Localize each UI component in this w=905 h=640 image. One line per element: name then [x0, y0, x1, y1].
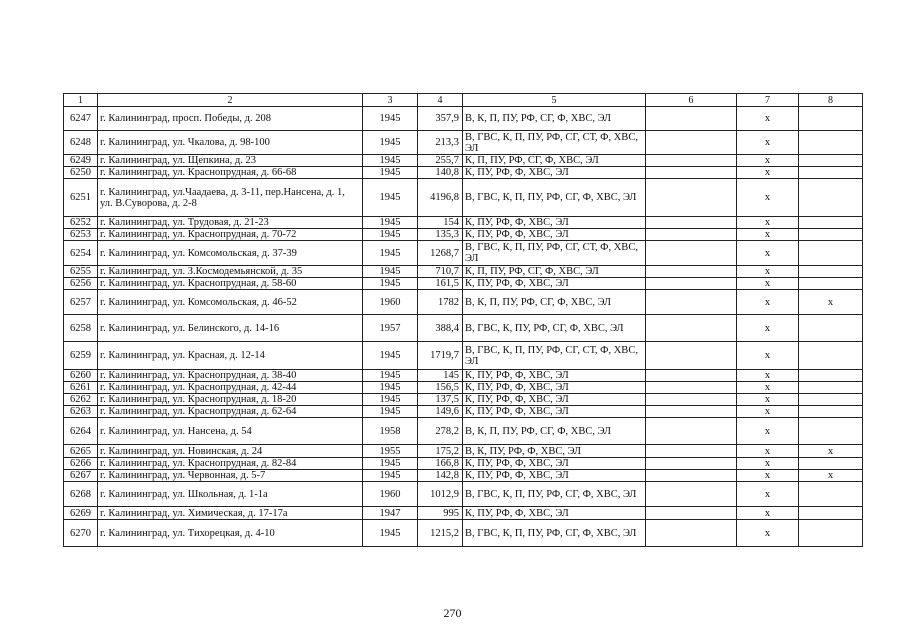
address: г. Калининград, ул. Краснопрудная, д. 70-72: [98, 229, 363, 241]
table-row: [64, 229, 863, 241]
area: 156,5: [418, 382, 463, 394]
table-row: [64, 406, 863, 418]
work-types: К, ПУ, РФ, Ф, ХВС, ЭЛ: [463, 458, 646, 470]
work-types: В, ГВС, К, П, ПУ, РФ, СГ, Ф, ХВС, ЭЛ: [463, 482, 646, 507]
work-types: К, ПУ, РФ, Ф, ХВС, ЭЛ: [463, 229, 646, 241]
col6-value: [646, 229, 737, 241]
col8-mark: [799, 217, 863, 229]
address: г. Калининград, ул. Краснопрудная, д. 82-84: [98, 458, 363, 470]
col7-mark: х: [737, 290, 799, 315]
col7-mark: х: [737, 155, 799, 167]
col6-value: [646, 482, 737, 507]
col6-value: [646, 470, 737, 482]
address: г. Калининград, ул. Краснопрудная, д. 58-60: [98, 278, 363, 290]
col7-mark: х: [737, 107, 799, 131]
year-built: 1960: [363, 482, 418, 507]
table-row: [64, 278, 863, 290]
record-number: 6263: [64, 406, 98, 418]
address: г. Калининград, ул. З.Космодемьянской, д. 35: [98, 266, 363, 278]
housing-register-table: [63, 93, 863, 547]
year-built: 1945: [363, 217, 418, 229]
col6-value: [646, 458, 737, 470]
col7-mark: х: [737, 370, 799, 382]
col8-mark: [799, 241, 863, 266]
work-types: К, П, ПУ, РФ, СГ, Ф, ХВС, ЭЛ: [463, 266, 646, 278]
year-built: 1945: [363, 520, 418, 547]
table-row: [64, 458, 863, 470]
area: 255,7: [418, 155, 463, 167]
record-number: 6251: [64, 179, 98, 217]
col6-value: [646, 167, 737, 179]
col7-mark: х: [737, 470, 799, 482]
col7-mark: х: [737, 382, 799, 394]
area: 213,3: [418, 131, 463, 155]
year-built: 1945: [363, 394, 418, 406]
header-col-8: 8: [799, 94, 863, 107]
col8-mark: [799, 406, 863, 418]
record-number: 6270: [64, 520, 98, 547]
col6-value: [646, 342, 737, 370]
table-row: [64, 107, 863, 131]
record-number: 6248: [64, 131, 98, 155]
col6-value: [646, 131, 737, 155]
year-built: 1945: [363, 406, 418, 418]
table-row: [64, 418, 863, 445]
col6-value: [646, 418, 737, 445]
table-row: [64, 315, 863, 342]
work-types: В, ГВС, К, ПУ, РФ, СГ, Ф, ХВС, ЭЛ: [463, 315, 646, 342]
year-built: 1958: [363, 418, 418, 445]
col7-mark: х: [737, 315, 799, 342]
col6-value: [646, 290, 737, 315]
work-types: К, ПУ, РФ, Ф, ХВС, ЭЛ: [463, 406, 646, 418]
col8-mark: [799, 229, 863, 241]
col6-value: [646, 370, 737, 382]
col8-mark: [799, 520, 863, 547]
address: г. Калининград, ул. Новинская, д. 24: [98, 445, 363, 458]
address: г. Калининград, ул. Тихорецкая, д. 4-10: [98, 520, 363, 547]
year-built: 1955: [363, 445, 418, 458]
table-row: [64, 179, 863, 217]
table-row: [64, 520, 863, 547]
col6-value: [646, 382, 737, 394]
area: 4196,8: [418, 179, 463, 217]
address: г. Калининград, ул. Трудовая, д. 21-23: [98, 217, 363, 229]
column-number-header-row: [64, 94, 863, 107]
col6-value: [646, 394, 737, 406]
col6-value: [646, 445, 737, 458]
header-col-5: 5: [463, 94, 646, 107]
col7-mark: х: [737, 520, 799, 547]
col7-mark: х: [737, 278, 799, 290]
work-types: В, К, П, ПУ, РФ, СГ, Ф, ХВС, ЭЛ: [463, 290, 646, 315]
col8-mark: [799, 179, 863, 217]
work-types: К, ПУ, РФ, Ф, ХВС, ЭЛ: [463, 167, 646, 179]
work-types: В, К, П, ПУ, РФ, СГ, Ф, ХВС, ЭЛ: [463, 107, 646, 131]
table-row: [64, 482, 863, 507]
year-built: 1945: [363, 342, 418, 370]
col7-mark: х: [737, 394, 799, 406]
address: г. Калининград, ул. Краснопрудная, д. 66-68: [98, 167, 363, 179]
col7-mark: х: [737, 445, 799, 458]
year-built: 1945: [363, 179, 418, 217]
address: г. Калининград, ул. Химическая, д. 17-17а: [98, 507, 363, 520]
area: 140,8: [418, 167, 463, 179]
address: г. Калининград, ул. Комсомольская, д. 46-52: [98, 290, 363, 315]
col7-mark: х: [737, 167, 799, 179]
header-col-4: 4: [418, 94, 463, 107]
col8-mark: [799, 131, 863, 155]
record-number: 6253: [64, 229, 98, 241]
work-types: В, К, П, ПУ, РФ, СГ, Ф, ХВС, ЭЛ: [463, 418, 646, 445]
col6-value: [646, 217, 737, 229]
area: 142,8: [418, 470, 463, 482]
table-row: [64, 394, 863, 406]
work-types: В, ГВС, К, П, ПУ, РФ, СГ, СТ, Ф, ХВС, ЭЛ: [463, 342, 646, 370]
address: г. Калининград, ул.Чаадаева, д. 3-11, пер.Нансена, д. 1, ул. В.Суворова, д. 2-8: [98, 179, 363, 217]
work-types: В, ГВС, К, П, ПУ, РФ, СГ, Ф, ХВС, ЭЛ: [463, 179, 646, 217]
col6-value: [646, 520, 737, 547]
area: 710,7: [418, 266, 463, 278]
work-types: В, ГВС, К, П, ПУ, РФ, СГ, СТ, Ф, ХВС, ЭЛ: [463, 241, 646, 266]
address: г. Калининград, ул. Щепкина, д. 23: [98, 155, 363, 167]
table-row: [64, 290, 863, 315]
table-row: [64, 470, 863, 482]
year-built: 1945: [363, 241, 418, 266]
record-number: 6247: [64, 107, 98, 131]
year-built: 1945: [363, 470, 418, 482]
col6-value: [646, 241, 737, 266]
record-number: 6269: [64, 507, 98, 520]
area: 149,6: [418, 406, 463, 418]
col7-mark: х: [737, 241, 799, 266]
col7-mark: х: [737, 179, 799, 217]
col7-mark: х: [737, 229, 799, 241]
year-built: 1945: [363, 167, 418, 179]
record-number: 6249: [64, 155, 98, 167]
year-built: 1957: [363, 315, 418, 342]
area: 1215,2: [418, 520, 463, 547]
work-types: К, ПУ, РФ, Ф, ХВС, ЭЛ: [463, 370, 646, 382]
year-built: 1945: [363, 458, 418, 470]
col7-mark: х: [737, 266, 799, 278]
work-types: К, ПУ, РФ, Ф, ХВС, ЭЛ: [463, 382, 646, 394]
col6-value: [646, 179, 737, 217]
work-types: К, ПУ, РФ, Ф, ХВС, ЭЛ: [463, 507, 646, 520]
col8-mark: х: [799, 470, 863, 482]
address: г. Калининград, ул. Краснопрудная, д. 38-40: [98, 370, 363, 382]
address: г. Калининград, ул. Краснопрудная, д. 42-44: [98, 382, 363, 394]
area: 161,5: [418, 278, 463, 290]
header-col-7: 7: [737, 94, 799, 107]
record-number: 6262: [64, 394, 98, 406]
col6-value: [646, 107, 737, 131]
record-number: 6256: [64, 278, 98, 290]
year-built: 1945: [363, 370, 418, 382]
col6-value: [646, 155, 737, 167]
col8-mark: [799, 507, 863, 520]
col7-mark: х: [737, 458, 799, 470]
area: 175,2: [418, 445, 463, 458]
col6-value: [646, 406, 737, 418]
table-row: [64, 507, 863, 520]
work-types: К, ПУ, РФ, Ф, ХВС, ЭЛ: [463, 278, 646, 290]
address: г. Калининград, ул. Белинского, д. 14-16: [98, 315, 363, 342]
col7-mark: х: [737, 217, 799, 229]
work-types: В, ГВС, К, П, ПУ, РФ, СГ, Ф, ХВС, ЭЛ: [463, 520, 646, 547]
col8-mark: [799, 278, 863, 290]
page-number: 270: [443, 606, 462, 620]
table-row: [64, 167, 863, 179]
year-built: 1945: [363, 131, 418, 155]
record-number: 6259: [64, 342, 98, 370]
col6-value: [646, 315, 737, 342]
record-number: 6250: [64, 167, 98, 179]
table-row: [64, 131, 863, 155]
address: г. Калининград, ул. Комсомольская, д. 37-39: [98, 241, 363, 266]
record-number: 6260: [64, 370, 98, 382]
header-col-1: 1: [64, 94, 98, 107]
table-row: [64, 241, 863, 266]
address: г. Калининград, ул. Чкалова, д. 98-100: [98, 131, 363, 155]
area: 357,9: [418, 107, 463, 131]
col8-mark: [799, 155, 863, 167]
col8-mark: [799, 370, 863, 382]
year-built: 1945: [363, 266, 418, 278]
col8-mark: х: [799, 290, 863, 315]
col8-mark: [799, 382, 863, 394]
col8-mark: [799, 458, 863, 470]
record-number: 6266: [64, 458, 98, 470]
col8-mark: [799, 315, 863, 342]
col7-mark: х: [737, 507, 799, 520]
area: 1782: [418, 290, 463, 315]
work-types: В, К, ПУ, РФ, Ф, ХВС, ЭЛ: [463, 445, 646, 458]
col7-mark: х: [737, 406, 799, 418]
table-row: [64, 266, 863, 278]
area: 135,3: [418, 229, 463, 241]
record-number: 6252: [64, 217, 98, 229]
year-built: 1947: [363, 507, 418, 520]
table-row: [64, 382, 863, 394]
record-number: 6255: [64, 266, 98, 278]
address: г. Калининград, просп. Победы, д. 208: [98, 107, 363, 131]
record-number: 6261: [64, 382, 98, 394]
year-built: 1945: [363, 155, 418, 167]
record-number: 6254: [64, 241, 98, 266]
header-col-2: 2: [98, 94, 363, 107]
table-row: [64, 155, 863, 167]
area: 154: [418, 217, 463, 229]
work-types: В, ГВС, К, П, ПУ, РФ, СГ, СТ, Ф, ХВС, ЭЛ: [463, 131, 646, 155]
col8-mark: [799, 167, 863, 179]
col6-value: [646, 266, 737, 278]
table-row: [64, 217, 863, 229]
area: 1012,9: [418, 482, 463, 507]
col8-mark: [799, 482, 863, 507]
area: 995: [418, 507, 463, 520]
record-number: 6257: [64, 290, 98, 315]
col8-mark: [799, 107, 863, 131]
year-built: 1945: [363, 229, 418, 241]
year-built: 1945: [363, 278, 418, 290]
record-number: 6267: [64, 470, 98, 482]
table-row: [64, 445, 863, 458]
work-types: К, ПУ, РФ, Ф, ХВС, ЭЛ: [463, 394, 646, 406]
col8-mark: [799, 266, 863, 278]
area: 1719,7: [418, 342, 463, 370]
address: г. Калининград, ул. Красная, д. 12-14: [98, 342, 363, 370]
area: 1268,7: [418, 241, 463, 266]
year-built: 1945: [363, 382, 418, 394]
col6-value: [646, 278, 737, 290]
address: г. Калининград, ул. Краснопрудная, д. 18-20: [98, 394, 363, 406]
col7-mark: х: [737, 418, 799, 445]
table-row: [64, 370, 863, 382]
col7-mark: х: [737, 131, 799, 155]
year-built: 1945: [363, 107, 418, 131]
address: г. Калининград, ул. Нансена, д. 54: [98, 418, 363, 445]
area: 166,8: [418, 458, 463, 470]
col8-mark: х: [799, 445, 863, 458]
table-row: [64, 342, 863, 370]
record-number: 6265: [64, 445, 98, 458]
header-col-6: 6: [646, 94, 737, 107]
work-types: К, П, ПУ, РФ, СГ, Ф, ХВС, ЭЛ: [463, 155, 646, 167]
col6-value: [646, 507, 737, 520]
col7-mark: х: [737, 482, 799, 507]
work-types: К, ПУ, РФ, Ф, ХВС, ЭЛ: [463, 217, 646, 229]
work-types: К, ПУ, РФ, Ф, ХВС, ЭЛ: [463, 470, 646, 482]
record-number: 6268: [64, 482, 98, 507]
col8-mark: [799, 342, 863, 370]
area: 137,5: [418, 394, 463, 406]
record-number: 6258: [64, 315, 98, 342]
header-col-3: 3: [363, 94, 418, 107]
area: 388,4: [418, 315, 463, 342]
year-built: 1960: [363, 290, 418, 315]
address: г. Калининград, ул. Червонная, д. 5-7: [98, 470, 363, 482]
address: г. Калининград, ул. Школьная, д. 1-1а: [98, 482, 363, 507]
address: г. Калининград, ул. Краснопрудная, д. 62-64: [98, 406, 363, 418]
col7-mark: х: [737, 342, 799, 370]
col8-mark: [799, 394, 863, 406]
record-number: 6264: [64, 418, 98, 445]
col8-mark: [799, 418, 863, 445]
area: 145: [418, 370, 463, 382]
area: 278,2: [418, 418, 463, 445]
